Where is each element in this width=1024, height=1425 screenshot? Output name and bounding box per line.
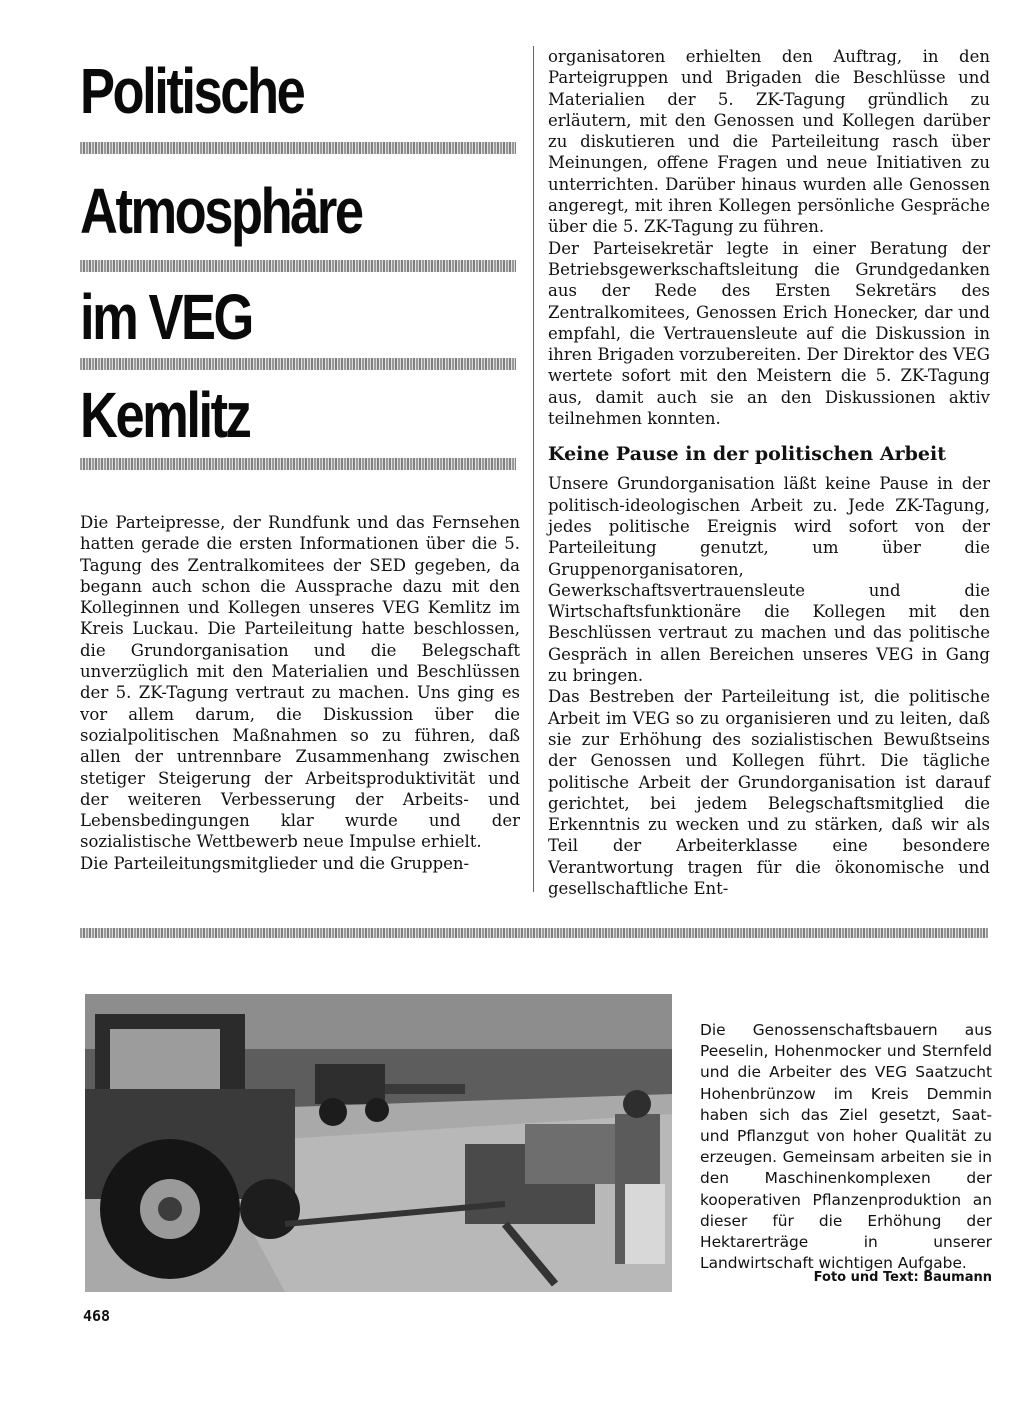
headline-rule [80,260,516,272]
paragraph: Der Parteisekretär legte in einer Beratung der Betriebsgewerkschaftsleitung die Grundgedanken aus der Rede des Ersten Sekretärs des Zentralkomitees, Genossen Erich Honecker, dar und empfahl, die Vertrauensleute auf die Diskussion in ihren Brigaden vorzubereiten. Der Direktor des VEG wertete sofort mit den Meistern die 5. ZK-Tagung aus, damit auch sie an den Diskussionen aktiv teilnehmen konnten. [548,238,990,429]
section-heading: Keine Pause in der politischen Arbeit [548,443,946,466]
right-column [548,46,990,899]
paragraph: Die Parteileitungsmitglieder und die Gruppen- [80,853,470,873]
headline-rule [80,142,516,154]
column-divider [533,46,534,892]
tractor-field-photo [85,994,672,1292]
left-column [80,512,520,874]
headline-rule [80,458,516,470]
page-number: 468 [83,1307,111,1325]
paragraph: Die Parteipresse, der Rundfunk und das Fernsehen hatten gerade die ersten Informationen über die 5. Tagung des Zentralkomitees der SED gegeben, da begann auch schon die Aussprache dazu mit den Kolleginnen und Kollegen unseres VEG Kemlitz im Kreis Luckau. Die Parteileitung hatte beschlossen, die Grundorganisation und die Belegschaft unverzüglich mit den Materialien und Beschlüssen der 5. ZK-Tagung vertraut zu machen. Uns ging es vor allem darum, die Diskussion über die sozialpolitischen Maßnahmen so zu führen, daß allen der untrennbare Zusammenhang zwischen stetiger Steigerung der Arbeitsproduktivität und der weiteren Verbesserung der Arbeits- und Lebensbedingungen klar wurde und der sozialistische Wettbewerb neue Impulse erhielt. [80,513,520,852]
headline-line-4: Kemlitz [80,379,250,451]
headline-line-2: Atmosphäre [80,175,362,247]
headline-line-3: im VEG [80,281,252,353]
photo-caption: Die Genossenschaftsbauern aus Peeselin, Hohenmocker und Sternfeld und die Arbeiter des VEG Saatzucht Hohenbrünzow im Kreis Demmin haben sich das Ziel gesetzt, Saat- und Pflanzgut von hoher Qualität zu erzeugen. Gemeinsam arbeiten sie in den Maschinenkomplexen der kooperativen Pflanzenproduktion an dieser für die Erhöhung der Hektarerträge in unserer Landwirtschaft wichtigen Aufgabe. [700,1021,992,1273]
section-rule [80,928,988,938]
paragraph: Das Bestreben der Parteileitung ist, die politische Arbeit im VEG so zu organisieren und zu leiten, daß sie zur Erhöhung des sozialistischen Bewußtseins der Genossen und Kollegen führt. Die tägliche politische Arbeit der Grundorganisation ist darauf gerichtet, bei jedem Belegschaftsmitglied die Erkenntnis zu wecken und zu stärken, daß wir als Teil der Arbeiterklasse eine besondere Verantwortung tragen für die ökonomische und gesellschaftliche Ent- [548,687,990,898]
paragraph: organisatoren erhielten den Auftrag, in den Parteigruppen und Brigaden die Beschlüsse und Materialien der 5. ZK-Tagung gründlich zu erläutern, mit den Genossen und Kollegen darüber zu diskutieren und die Parteileitung rasch über Meinungen, offene Fragen und neue Initiativen zu unterrichten. Darüber hinaus wurden alle Genossen angeregt, mit ihren Kollegen persönliche Gespräche über die 5. ZK-Tagung zu führen. [548,47,990,237]
paragraph: Unsere Grundorganisation läßt keine Pause in der politisch-ideologischen Arbeit zu. Jede ZK-Tagung, jedes politische Ereignis wird sofort von der Parteileitung genutzt, um über die Gruppenorganisatoren, Gewerkschaftsvertrauensleute und die Wirtschaftsfunktionäre die Kollegen mit den Beschlüssen vertraut zu machen und das politische Gespräch in allen Bereichen unseres VEG in Gang zu bringen. [548,474,990,686]
photo-illustration [85,994,672,1292]
headline-rule [80,358,516,370]
photo-credit: Foto und Text: Baumann [813,1270,992,1285]
headline-line-1: Politische [80,55,304,127]
